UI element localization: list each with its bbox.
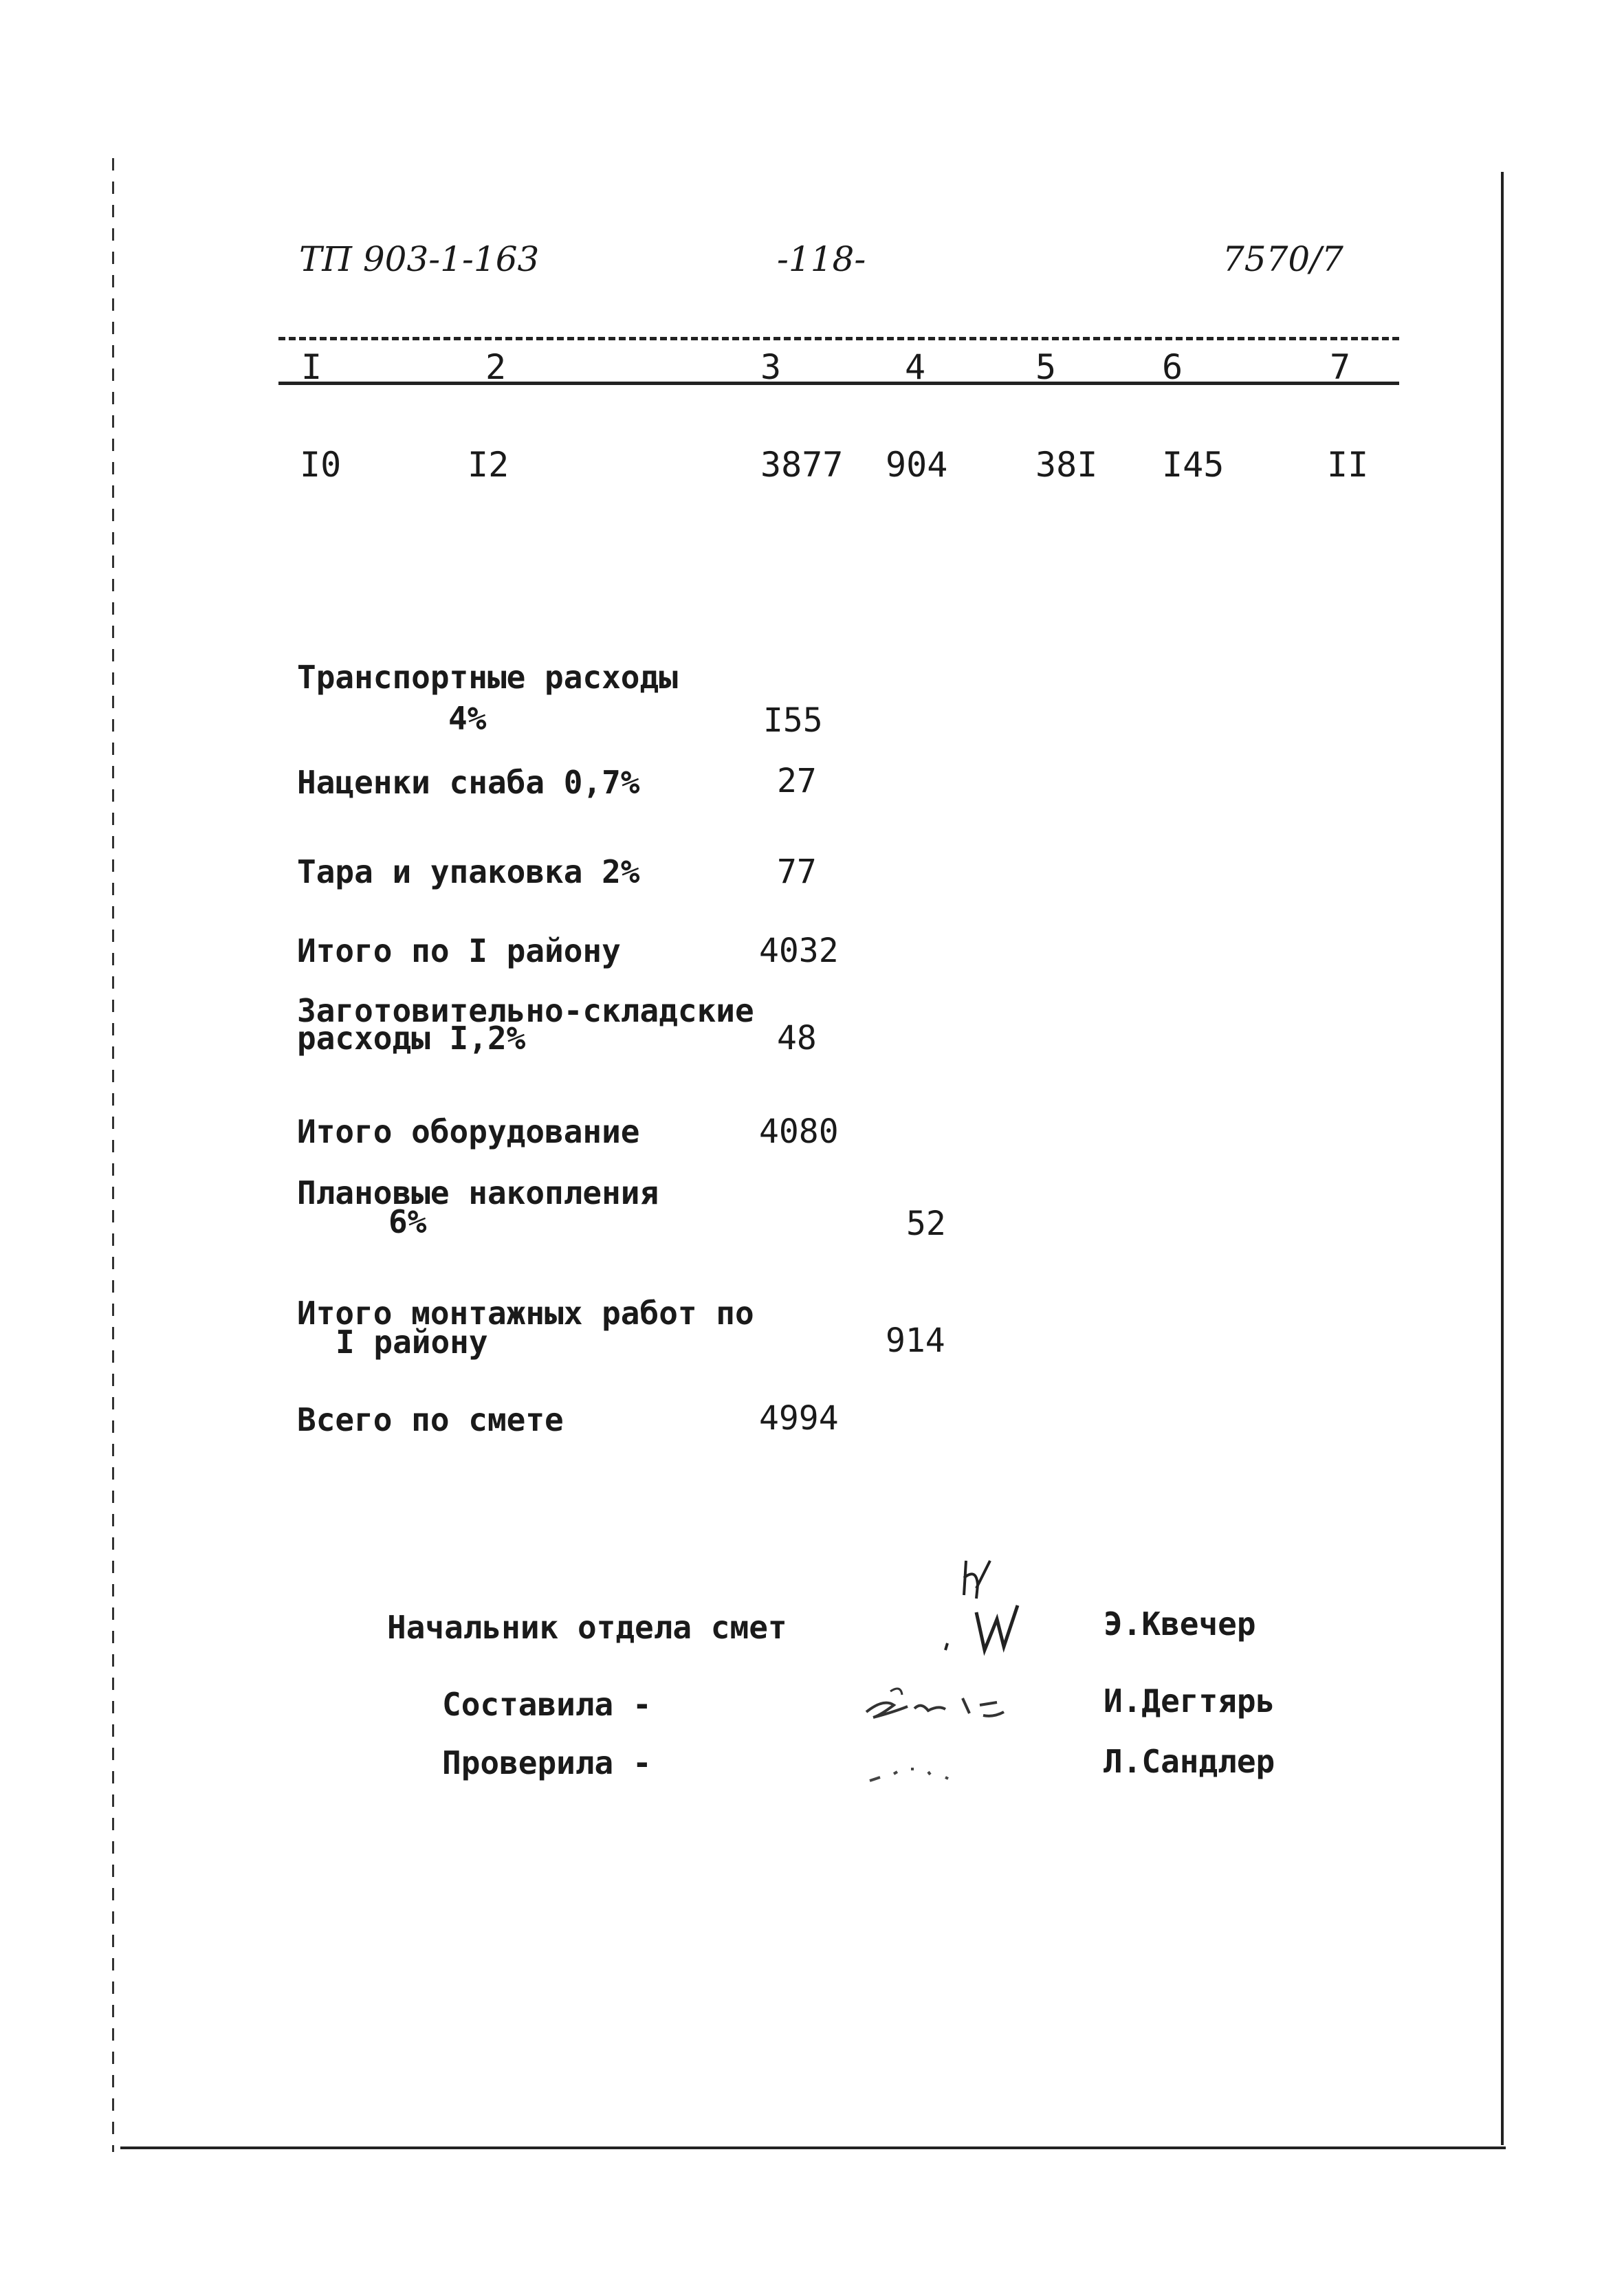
item-label: Итого по I району (297, 932, 621, 969)
item-value: I55 (763, 701, 823, 740)
item-label: Транспортные расходы (297, 659, 678, 696)
item-label: Заготовительно-складские (297, 992, 754, 1029)
item-label: Итого монтажных работ по (297, 1295, 754, 1332)
item-label-cont: I району (336, 1324, 488, 1361)
bottom-border (120, 2146, 1506, 2149)
item-label: Всего по смете (297, 1401, 564, 1438)
solid-rule (278, 382, 1399, 385)
item-label-cont: расходы I,2% (297, 1020, 526, 1057)
sheet-number: 7570/7 (1222, 239, 1343, 279)
table-cell: I0 (300, 445, 342, 485)
doc-code: ТП 903-1-163 (299, 239, 540, 279)
signature-mark-2 (853, 1678, 1024, 1739)
item-value: 914 (886, 1321, 945, 1360)
col-header-6: 6 (1162, 347, 1183, 387)
col-header-7: 7 (1330, 347, 1351, 387)
dashed-rule (278, 337, 1399, 340)
signature-name: Э.Квечер (1104, 1605, 1256, 1643)
signature-role: Проверила - (442, 1744, 652, 1781)
page-number: -118- (777, 239, 866, 279)
table-cell: 38I (1035, 445, 1098, 485)
col-header-2: 2 (485, 347, 507, 387)
right-border (1501, 172, 1504, 2145)
item-sub: 4% (448, 700, 487, 737)
signature-mark-3 (863, 1757, 973, 1791)
signature-name: Л.Сандлер (1104, 1743, 1275, 1780)
signature-role: Составила - (442, 1686, 652, 1723)
signature-mark-1 (935, 1547, 1031, 1664)
item-value: 4080 (759, 1112, 839, 1151)
table-cell: I2 (468, 445, 509, 485)
item-label: Тара и упаковка 2% (297, 853, 640, 890)
table-cell: I45 (1162, 445, 1225, 485)
item-value: 77 (777, 853, 817, 891)
left-border (112, 158, 114, 2152)
col-header-5: 5 (1035, 347, 1057, 387)
item-sub: 6% (388, 1203, 427, 1240)
table-cell: 3877 (760, 445, 844, 485)
item-value: 27 (777, 762, 817, 800)
item-label: Плановые накопления (297, 1174, 659, 1211)
item-label: Итого оборудование (297, 1113, 640, 1150)
col-header-4: 4 (905, 347, 926, 387)
item-value: 48 (777, 1019, 817, 1057)
item-value: 4994 (759, 1399, 839, 1438)
table-cell: II (1327, 445, 1369, 485)
signature-role: Начальник отдела смет (387, 1609, 787, 1646)
item-value: 4032 (759, 932, 839, 970)
col-header-3: 3 (760, 347, 782, 387)
col-header-1: I (301, 347, 322, 387)
table-cell: 904 (886, 445, 948, 485)
item-value: 52 (906, 1205, 946, 1243)
item-label: Наценки снаба 0,7% (297, 764, 640, 801)
signature-name: И.Дегтярь (1104, 1682, 1275, 1720)
